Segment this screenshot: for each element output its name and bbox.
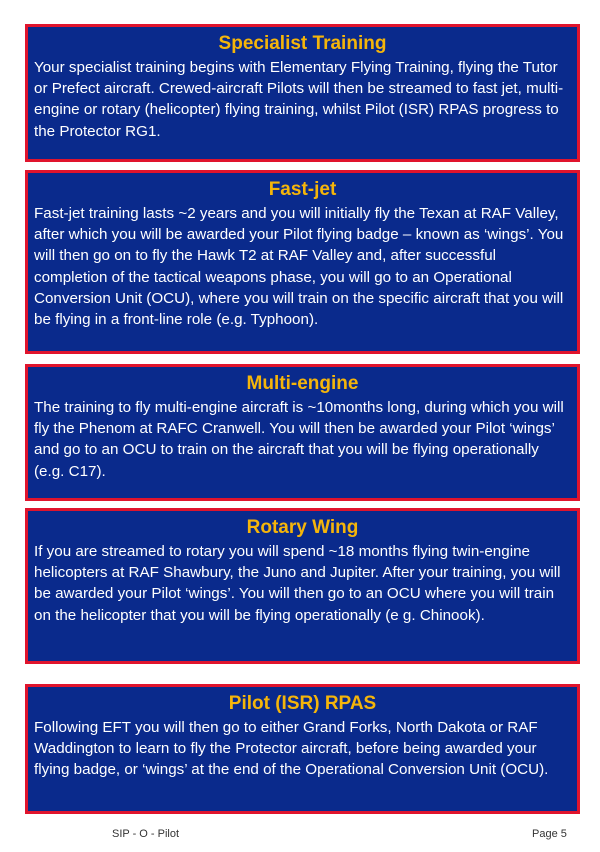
footer-document-code: SIP - O - Pilot [112,828,180,840]
section-body: The training to fly multi-engine aircraft is ~10months long, during which you will fly the Phenom at RAFC Cranwell. You will then be awarded your Pilot ‘wings’ and go to an OCU to train on the aircraft that you will be flying operationally (e.g. C17). [34,399,564,480]
section-specialist-training [25,24,580,162]
section-heading: Pilot (ISR) RPAS [228,693,377,714]
section-body: If you are streamed to rotary you will spend ~18 months flying twin-engine helicopters at RAF Shawbury, the Juno and Jupiter. After your training, you will be awarded your Pilot ‘wings’. You will then go to an OCU where you will train on the helicopter that you will be flying operationally (e g. Chinook). [34,543,561,624]
section-body: Following EFT you will then go to either Grand Forks, North Dakota or RAF Waddington to learn to fly the Protector aircraft, before being awarded your flying badge, or ‘wings’ at the end of the Operational Conversion Unit (OCU). [34,719,549,779]
section-pilot-isr-rpas [25,684,580,814]
section-body: Your specialist training begins with Elementary Flying Training, flying the Tutor or Prefect aircraft. Crewed-aircraft Pilots will then be streamed to fast jet, multi-engine or rotary (helicopter) flying training, whilst Pilot (ISR) RPAS progress to the Protector RG1. [34,59,564,140]
section-heading: Multi-engine [246,373,359,394]
section-multi-engine [25,364,580,501]
section-heading: Specialist Training [218,33,387,54]
footer-page-number: Page 5 [532,828,567,840]
section-body: Fast-jet training lasts ~2 years and you will initially fly the Texan at RAF Valley, after which you will be awarded your Pilot flying badge – known as ‘wings’. You will then go on to fly the Hawk T2 at RAF Valley and, after successful completion of the tactical weapons phase, you will go to an Operational Conversion Unit (OCU), where you will train on the specific aircraft that you will be flying in a front-line role (e.g. Typhoon). [34,205,564,329]
section-rotary-wing [25,508,580,664]
section-fast-jet [25,170,580,354]
section-heading: Fast-jet [268,179,337,200]
section-heading: Rotary Wing [246,517,359,538]
